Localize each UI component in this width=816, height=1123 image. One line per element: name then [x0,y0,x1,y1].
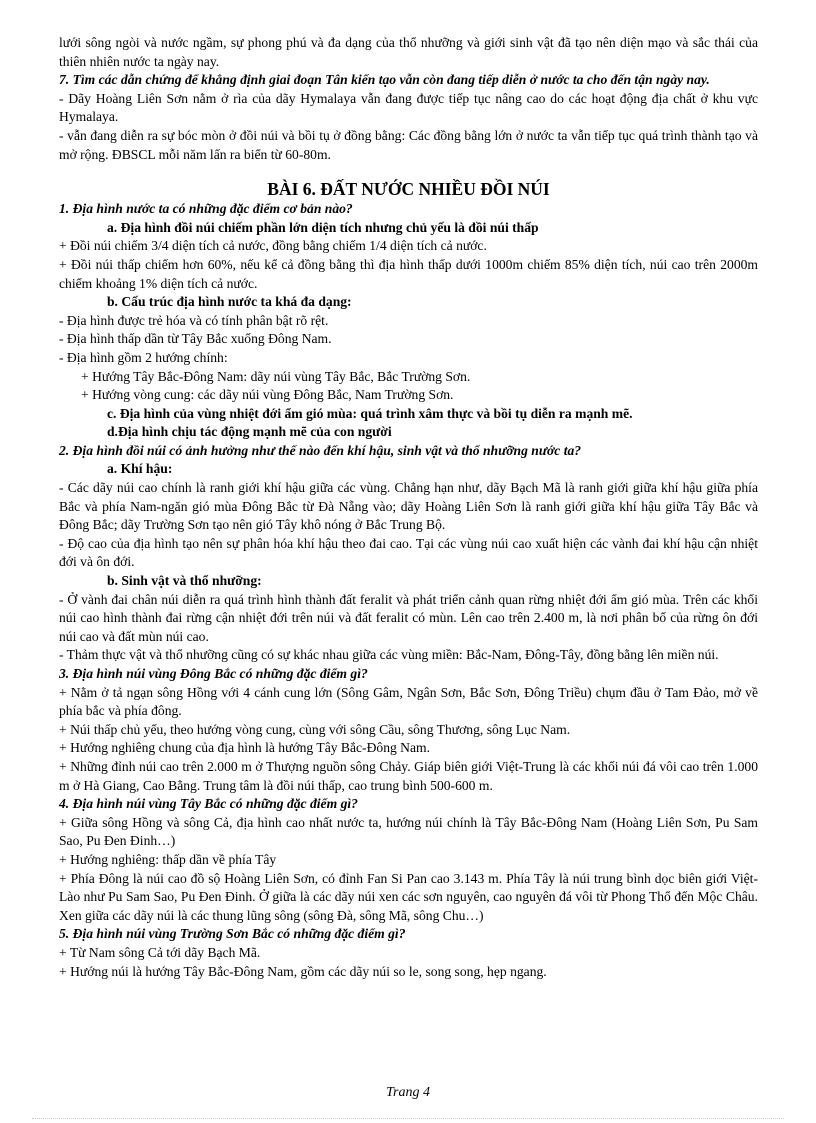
paragraph: + Núi thấp chủ yếu, theo hướng vòng cung, cùng với sông Cầu, sông Thương, sông Lục Nam. [59,721,571,737]
paragraph: lưới sông ngòi và nước ngầm, sự phong phú và đa dạng của thổ nhưỡng và giới sinh vật đã tạo nên diện mạo và sắc thái của thiên nhiên nước ta ngày nay. [59,35,758,69]
paragraph: + Hướng núi là hướng Tây Bắc-Đông Nam, gồm các dãy núi so le, song song, hẹp ngang. [59,963,547,979]
page-number: Trang 4 [386,1085,430,1100]
paragraph: + Hướng Tây Bắc-Đông Nam: dãy núi vùng Tây Bắc, Bắc Trường Sơn. [81,368,471,384]
question-heading: 2. Địa hình đồi núi có ảnh hưởng như thế nào đến khí hậu, sinh vật và thổ nhưỡng nước ta? [59,442,582,458]
paragraph: - Độ cao của địa hình tạo nên sự phân hóa khí hậu theo đai cao. Tại các vùng núi cao xuất hiện các vành đai khí hậu cận nhiệt đới và ôn đới. [59,535,758,570]
paragraph: - Địa hình thấp dần từ Tây Bắc xuống Đông Nam. [59,331,332,347]
document-body [59,34,758,981]
paragraph: - vẫn đang diễn ra sự bóc mòn ở đồi núi và bồi tụ ở đồng bằng: Các đồng bằng lớn ở nước ta vẫn tiếp tục quá trình thành tạo và mở rộng. ĐBSCL mỗi năm lấn ra biển từ 60-80m. [59,127,758,162]
question-heading: 5. Địa hình núi vùng Trường Sơn Bắc có những đặc điểm gì? [59,926,406,942]
paragraph: + Hướng vòng cung: các dãy núi vùng Đông Bắc, Nam Trường Sơn. [81,387,454,403]
paragraph: - Các dãy núi cao chính là ranh giới khí hậu giữa các vùng. Chẳng hạn như, dãy Bạch Mã là ranh giới giữa khí hậu giữa phía Bắc và phía Nam-ngăn gió mùa Đông Bắc từ Đà Nẵng vào; dãy Hoàng Liên Sơn là ranh giới giữa khí hậu giữa Tây Bắc và Đông Bắc; dãy Trường Sơn tạo nên gió Tây khô nóng ở Bắc Trung Bộ. [59,480,758,533]
paragraph: + Giữa sông Hồng và sông Cả, địa hình cao nhất nước ta, hướng núi chính là Tây Bắc-Đông Nam (Hoàng Liên Sơn, Pu Sam Sao, Pu Đen Đinh…) [59,814,758,849]
section-heading: a. Địa hình đồi núi chiếm phần lớn diện tích nhưng chủ yếu là đồi núi thấp [107,219,539,235]
paragraph: + Phía Đông là núi cao đồ sộ Hoàng Liên Sơn, có đỉnh Fan Si Pan cao 3.143 m. Phía Tây là núi trung bình dọc biên giới Việt-Lào như Pu Sam Sao, Pu Đen Đinh. Ở giữa là các dãy núi xen các sơn nguyên, cao nguyên đá vôi từ Phong Thổ đến Mộc Châu. Xen giữa các dãy núi là các thung lũng sông (sông Đà, sông Mã, sông Chu…) [59,870,758,923]
paragraph: - Ở vành đai chân núi diễn ra quá trình hình thành đất feralit và phát triển cảnh quan rừng nhiệt đới ẩm gió mùa. Trên các khối núi cao hình thành đai rừng cận nhiệt đới trên núi và đất feralit có mùn. Lên cao trên 2.400 m, là nơi phân bố của rừng ôn đới núi cao và đất mùn núi cao. [59,591,758,644]
question-heading: 4. Địa hình núi vùng Tây Bắc có những đặc điểm gì? [59,796,358,812]
paragraph: - Thảm thực vật và thổ nhưỡng cũng có sự khác nhau giữa các vùng miền: Bắc-Nam, Đông-Tây, đồng bằng lên miền núi. [59,647,719,663]
paragraph: + Đồi núi thấp chiếm hơn 60%, nếu kể cả đồng bằng thì địa hình thấp dưới 1000m chiếm 85% diện tích, núi cao trên 2000m chiếm khoảng 1% diện tích cả nước. [59,256,758,291]
paragraph: + Nằm ở tả ngạn sông Hồng với 4 cánh cung lớn (Sông Gâm, Ngân Sơn, Bắc Sơn, Đông Triều) chụm đầu ở Tam Đảo, mở về phía bắc và phía đông. [59,684,758,719]
section-heading: b. Cấu trúc địa hình nước ta khá đa dạng: [107,294,352,310]
question-heading: 3. Địa hình núi vùng Đông Bắc có những đặc điểm gì? [59,666,368,681]
page-bottom-divider [32,1118,784,1119]
section-heading: c. Địa hình của vùng nhiệt đới ẩm gió mùa: quá trình xâm thực và bồi tụ diễn ra mạnh mẽ. [107,405,633,421]
paragraph: + Từ Nam sông Cả tới dãy Bạch Mã. [59,944,261,960]
paragraph: - Địa hình gồm 2 hướng chính: [59,349,228,365]
paragraph: - Dãy Hoàng Liên Sơn nằm ở rìa của dãy Hymalaya vẫn đang được tiếp tục nâng cao do các hoạt động địa chất ở khu vực Hymalaya. [59,90,758,125]
section-heading: d.Địa hình chịu tác động mạnh mẽ của con người [107,424,392,440]
paragraph: + Đồi núi chiếm 3/4 diện tích cả nước, đồng bằng chiếm 1/4 diện tích cả nước. [59,238,487,254]
question-heading: 7. Tìm các dẫn chứng để khẳng định giai đoạn Tân kiến tạo vẫn còn đang tiếp diễn ở nước ta cho đến tận ngày nay. [59,72,710,88]
lesson-title: BÀI 6. ĐẤT NƯỚC NHIỀU ĐỒI NÚI [267,179,550,200]
question-heading: 1. Địa hình nước ta có những đặc điểm cơ bản nào? [59,201,353,217]
paragraph: + Hướng nghiêng: thấp dần về phía Tây [59,851,277,867]
paragraph: + Hướng nghiêng chung của địa hình là hướng Tây Bắc-Đông Nam. [59,740,431,756]
section-heading: a. Khí hậu: [107,461,173,477]
paragraph: - Địa hình được trẻ hóa và có tính phân bật rõ rệt. [59,312,329,328]
section-heading: b. Sinh vật và thổ nhưỡng: [107,573,262,589]
paragraph: + Những đỉnh núi cao trên 2.000 m ở Thượng nguồn sông Chảy. Giáp biên giới Việt-Trung là các khối núi đá vôi cao trên 1.000 m ở Hà Giang, Cao Bằng. Trung tâm là đồi núi thấp, cao trung bình 500-600 m. [59,758,758,793]
